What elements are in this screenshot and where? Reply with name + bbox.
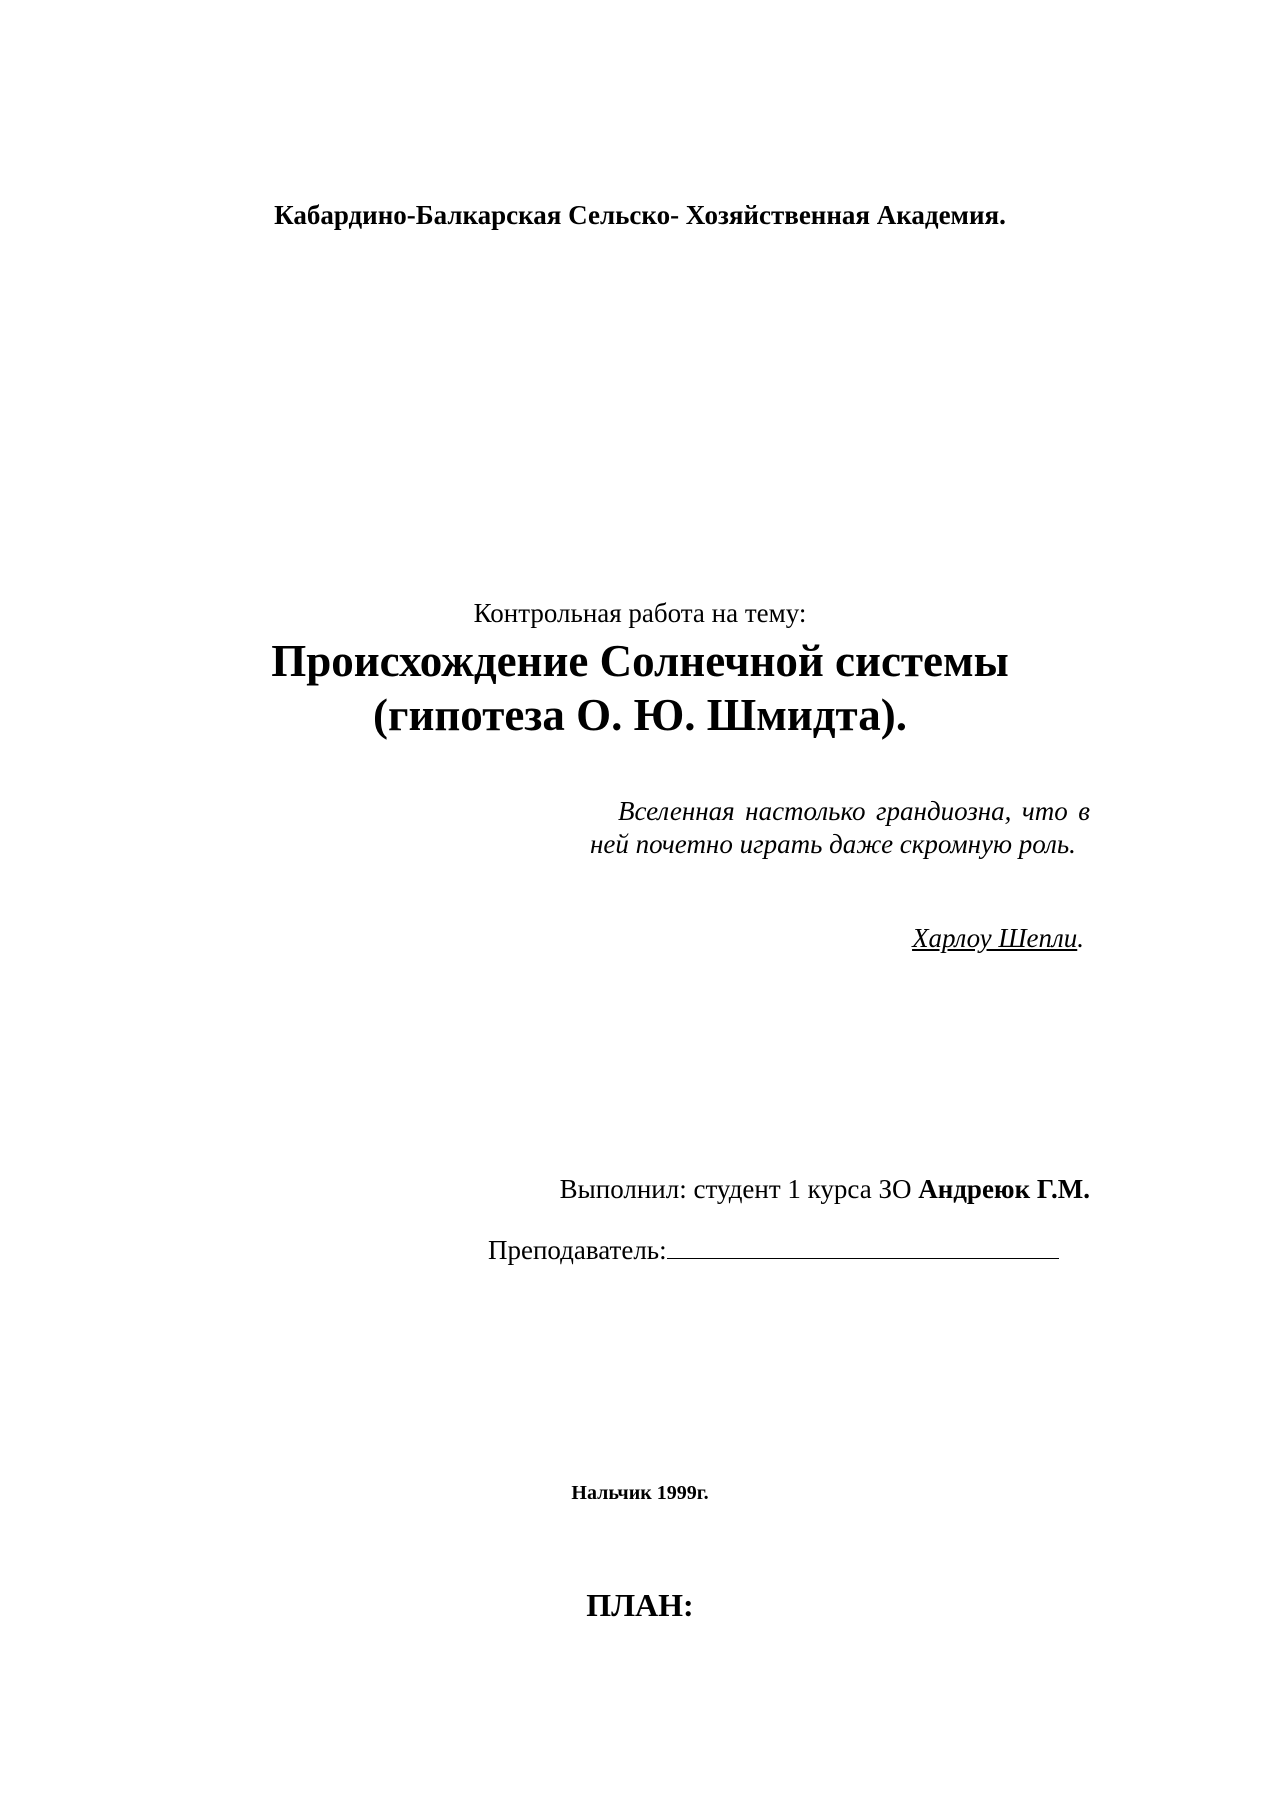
teacher-line (488, 1232, 1059, 1266)
epigraph-text: Вселенная настолько грандиозна, что в ней почетно играть даже скромную роль. (590, 796, 1090, 859)
performed-by-label: Выполнил: студент 1 курса ЗО (559, 1174, 919, 1204)
teacher-blank-underline (667, 1232, 1059, 1259)
student-name: Андреюк Г.М. (918, 1174, 1090, 1204)
performed-by-line (0, 1174, 1090, 1205)
epigraph-author (590, 923, 1084, 954)
epigraph-author-suffix: . (1077, 923, 1084, 953)
title-line-2: (гипотеза О. Ю. Шмидта). (373, 690, 907, 740)
document-title (0, 634, 1280, 742)
plan-heading: ПЛАН: (586, 1587, 694, 1623)
title-line-1: Происхождение Солнечной системы (271, 636, 1009, 686)
city-year: Нальчик 1999г. (571, 1482, 709, 1504)
institution-name: Кабардино-Балкарская Сельско- Хозяйственная Академия. (274, 200, 1006, 230)
teacher-label: Преподаватель: (488, 1235, 667, 1265)
epigraph-author-name: Харлоу Шепли (912, 923, 1078, 953)
work-type-label: Контрольная работа на тему: (473, 598, 807, 628)
